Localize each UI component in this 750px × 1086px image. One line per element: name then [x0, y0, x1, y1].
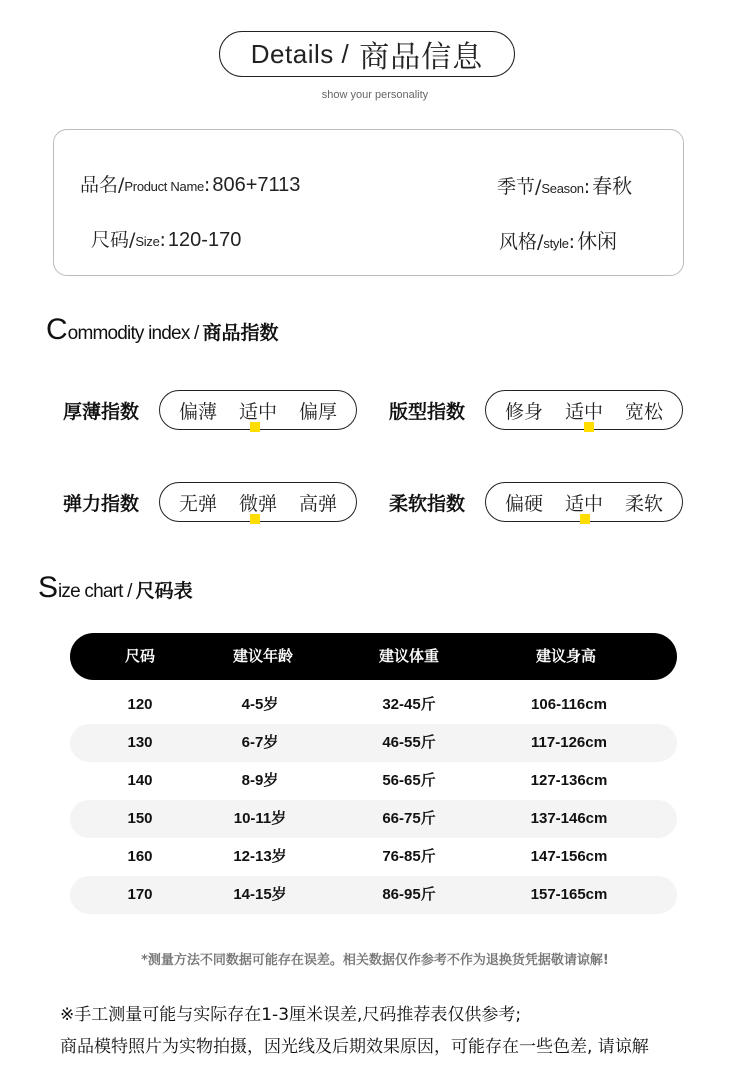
- index-marker: [584, 422, 594, 432]
- size-table-header: [70, 633, 677, 680]
- column-header: 建议年龄: [232, 647, 294, 665]
- cell-size: 130: [127, 734, 153, 751]
- cell-weight: 46-55斤: [382, 734, 436, 751]
- index-option: 微弹: [238, 492, 277, 515]
- cell-age: 12-13岁: [233, 848, 287, 865]
- index-option: 偏硬: [504, 492, 543, 515]
- index-elasticity: [63, 482, 357, 522]
- index-option: 偏厚: [298, 400, 337, 423]
- index-fit: [389, 390, 683, 430]
- cell-height: 127-136cm: [530, 772, 608, 789]
- cell-weight: 86-95斤: [382, 886, 436, 903]
- product-info-card: [53, 129, 684, 276]
- info-style: 风格 / style : 休闲: [499, 225, 617, 254]
- table-row: [70, 876, 677, 914]
- index-thickness: [63, 390, 357, 430]
- index-label: 柔软指数: [389, 492, 466, 515]
- cell-weight: 32-45斤: [382, 696, 436, 713]
- style-value: 休闲: [577, 229, 618, 253]
- commodity-index-heading: C ommodity index / 商品指数: [46, 313, 279, 346]
- table-row: [70, 838, 677, 876]
- index-option: 无弹: [178, 492, 217, 515]
- info-season: 季节 / Season : 春秋: [497, 170, 632, 199]
- index-label: 厚薄指数: [63, 400, 140, 423]
- column-header: 建议体重: [378, 647, 440, 665]
- cell-size: 150: [127, 810, 153, 827]
- cell-weight: 56-65斤: [382, 772, 436, 789]
- column-header: 尺码: [124, 647, 156, 665]
- title-zh: 商品信息: [359, 40, 484, 75]
- index-scale: [159, 482, 357, 522]
- index-option: 适中: [564, 492, 603, 515]
- cell-height: 147-156cm: [530, 848, 608, 865]
- cell-height: 117-126cm: [531, 734, 607, 751]
- cell-age: 8-9岁: [241, 772, 279, 789]
- index-option: 宽松: [624, 400, 663, 423]
- info-size: 尺码 / Size : 120-170: [91, 229, 242, 251]
- note-line-1: ※手工测量可能与实际存在1-3厘米误差,尺码推荐表仅供参考;: [60, 1005, 522, 1025]
- cell-age: 14-15岁: [233, 886, 287, 903]
- column-header: 建议身高: [535, 647, 597, 665]
- cell-size: 140: [127, 772, 153, 789]
- index-scale: [485, 390, 683, 430]
- index-marker: [580, 514, 590, 524]
- table-row: [70, 686, 677, 724]
- cell-size: 160: [127, 848, 153, 865]
- index-option: 高弹: [298, 492, 337, 515]
- index-label: 弹力指数: [63, 492, 140, 515]
- index-marker: [250, 422, 260, 432]
- index-label: 版型指数: [389, 400, 466, 423]
- cell-age: 6-7岁: [241, 734, 279, 751]
- cell-height: 157-165cm: [530, 886, 608, 903]
- table-row: [70, 800, 677, 838]
- table-row: [70, 762, 677, 800]
- index-scale: [159, 390, 357, 430]
- note-line-2: 商品模特照片为实物拍摄，因光线及后期效果原因，可能存在一些色差, 请谅解: [60, 1037, 649, 1057]
- index-marker: [250, 514, 260, 524]
- title-en: Details /: [250, 38, 350, 69]
- season-value: 春秋: [592, 174, 633, 198]
- info-product-name: 品名 / Product Name : 806+7113: [80, 174, 301, 196]
- product-name-value: 806+7113: [212, 174, 301, 196]
- index-scale: [485, 482, 683, 522]
- index-option: 适中: [238, 400, 277, 423]
- cell-weight: 66-75斤: [382, 810, 436, 827]
- measurement-disclaimer: *测量方法不同数据可能存在误差。相关数据仅作参考不作为退换货凭据敬请谅解!: [141, 953, 609, 968]
- cell-size: 170: [127, 886, 153, 903]
- index-option: 修身: [504, 400, 543, 423]
- cell-age: 4-5岁: [241, 696, 279, 713]
- index-option: 偏薄: [178, 400, 217, 423]
- size-value: 120-170: [167, 229, 242, 251]
- cell-size: 120: [127, 696, 153, 713]
- index-softness: [389, 482, 683, 522]
- tagline: show your personality: [321, 89, 429, 101]
- cell-height: 137-146cm: [530, 810, 608, 827]
- details-title: [219, 31, 515, 77]
- cell-age: 10-11岁: [233, 810, 287, 827]
- cell-weight: 76-85斤: [382, 848, 436, 865]
- table-row: [70, 724, 677, 762]
- index-option: 适中: [564, 400, 603, 423]
- size-chart-heading: S ize chart / 尺码表: [38, 571, 193, 604]
- cell-height: 106-116cm: [531, 696, 607, 713]
- index-option: 柔软: [624, 492, 663, 515]
